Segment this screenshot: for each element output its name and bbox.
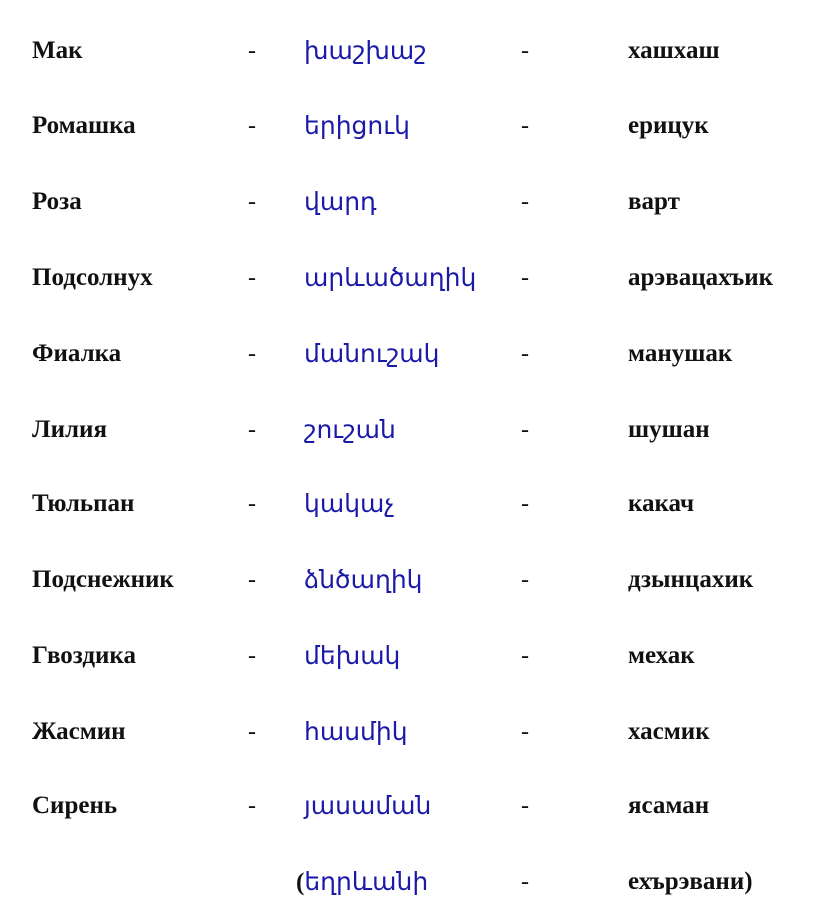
separator-dash: - (521, 113, 529, 139)
russian-word: Подснежник (32, 566, 174, 593)
separator-dash: - (521, 417, 529, 443)
vocab-row-violet (0, 334, 828, 374)
vocab-row-chamomile (0, 106, 828, 146)
transliteration: манушак (628, 340, 733, 367)
russian-word: Подсолнух (32, 264, 153, 291)
separator-dash: - (248, 491, 256, 517)
transliteration: какач (628, 490, 695, 517)
separator-dash: - (521, 869, 529, 895)
separator-dash: - (248, 643, 256, 669)
armenian-word: խաշխաշ (304, 36, 427, 65)
separator-dash: - (521, 491, 529, 517)
vocab-row-lilac-alt (0, 862, 828, 902)
vocab-row-poppy (0, 31, 828, 71)
russian-word: Лилия (32, 416, 107, 443)
separator-dash: - (521, 793, 529, 819)
armenian-word-alt (296, 862, 428, 903)
separator-dash: - (521, 189, 529, 215)
separator-dash: - (521, 38, 529, 64)
vocab-row-carnation (0, 636, 828, 676)
separator-dash: - (521, 567, 529, 593)
separator-dash: - (248, 567, 256, 593)
separator-dash: - (248, 113, 256, 139)
separator-dash: - (248, 417, 256, 443)
transliteration: шушан (628, 416, 710, 443)
armenian-word: ձնծաղիկ (304, 565, 423, 594)
transliteration: ехърэвани) (628, 868, 753, 895)
russian-word: Сирень (32, 792, 118, 819)
separator-dash: - (521, 265, 529, 291)
transliteration: арэвацахъик (628, 264, 774, 291)
transliteration: варт (628, 188, 680, 215)
separator-dash: - (248, 793, 256, 819)
transliteration: ясаман (628, 792, 710, 819)
vocab-row-sunflower (0, 258, 828, 298)
separator-dash: - (248, 189, 256, 215)
vocab-row-tulip (0, 484, 828, 524)
vocab-row-lilac (0, 786, 828, 826)
open-parenthesis: ( (296, 869, 305, 896)
transliteration: ерицук (628, 112, 709, 139)
vocab-row-rose (0, 182, 828, 222)
vocab-row-lily (0, 410, 828, 450)
armenian-word: մեխակ (304, 641, 401, 670)
russian-word: Роза (32, 188, 82, 215)
vocab-row-jasmine (0, 712, 828, 752)
armenian-word: երիցուկ (304, 111, 410, 140)
armenian-word: կակաչ (304, 489, 395, 518)
russian-word: Гвоздика (32, 642, 136, 669)
vocab-row-snowdrop (0, 560, 828, 600)
armenian-word: մանուշակ (304, 339, 440, 368)
armenian-word: վարդ (304, 187, 377, 216)
russian-word: Жасмин (32, 718, 126, 745)
separator-dash: - (248, 265, 256, 291)
transliteration: хасмик (628, 718, 710, 745)
armenian-word-text: եղրևանի (304, 867, 429, 896)
separator-dash: - (521, 643, 529, 669)
russian-word: Фиалка (32, 340, 122, 367)
separator-dash: - (521, 719, 529, 745)
russian-word: Тюльпан (32, 490, 135, 517)
armenian-word: շուշան (304, 415, 396, 444)
separator-dash: - (521, 341, 529, 367)
armenian-word: հասմիկ (304, 717, 408, 746)
armenian-word: յասաման (304, 791, 432, 820)
separator-dash: - (248, 341, 256, 367)
armenian-word: արևածաղիկ (304, 263, 477, 292)
separator-dash: - (248, 719, 256, 745)
transliteration: дзынцахик (628, 566, 754, 593)
russian-word: Ромашка (32, 112, 136, 139)
transliteration: хашхаш (628, 37, 720, 64)
separator-dash: - (248, 38, 256, 64)
russian-word: Мак (32, 37, 83, 64)
transliteration: мехак (628, 642, 695, 669)
